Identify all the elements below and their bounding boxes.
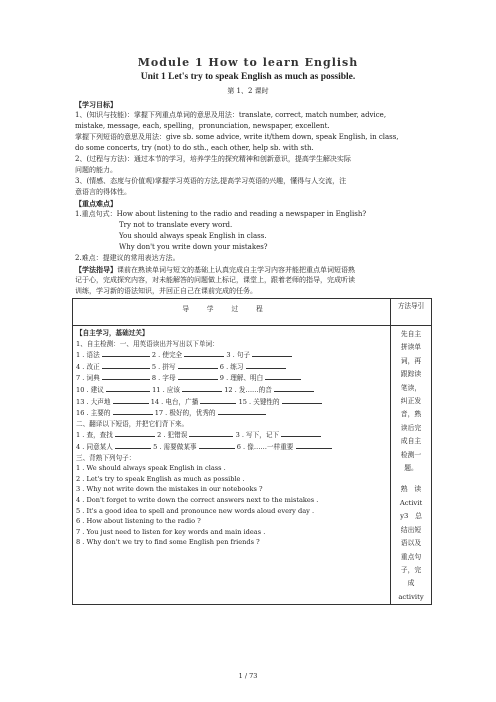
answer-blank[interactable] <box>296 441 332 449</box>
keypoints-line-1: 1.重点句式：How about listening to the radio and reading a newspaper in English? <box>75 210 367 218</box>
sentence-line: 8 . Why don't we try to find some English pen friends ? <box>76 538 260 547</box>
phrase-prompt: 1 . 查，查找 <box>76 431 113 440</box>
module-title: Module 1 How to learn English <box>137 56 359 69</box>
method-note: 熟 读 <box>400 485 422 494</box>
method-note: 结出短 <box>400 525 422 534</box>
answer-blank[interactable] <box>115 441 151 449</box>
method-note: 跟踪读 <box>400 370 422 379</box>
section-heading: 【自主学习，基础过关】 <box>76 329 149 337</box>
method-note: 先自主 <box>400 330 422 338</box>
word-row <box>76 384 387 396</box>
answer-blank[interactable] <box>113 396 149 404</box>
phrase-prompt: 5 . 需要做某事 <box>153 442 197 451</box>
objectives-heading: 【学习目标】 <box>75 100 117 109</box>
answer-blank[interactable] <box>199 441 235 449</box>
objectives-line-4: do some concerts, try (not) to do sth., each other, help sb. with sth. <box>75 144 314 152</box>
method-note: 检测一 <box>400 450 422 459</box>
objectives-line-1: 1、(知识与技能)：掌握下列重点单词的意思及用法：translate, correct, match number, advice, <box>75 111 387 119</box>
table-header-method: 方法导引 <box>391 299 432 326</box>
answer-blank[interactable] <box>189 429 233 437</box>
word-prompt: 16 . 主要的 <box>76 409 111 418</box>
answer-blank[interactable] <box>274 384 314 392</box>
method-notes-cell <box>391 326 432 605</box>
objectives-line-8: 意语言的得体性。 <box>75 188 131 196</box>
unit-subtitle: Unit 1 Let's try to speak English as much as possible. <box>140 72 356 82</box>
learning-process-table <box>72 298 432 605</box>
word-prompt: 14 . 电台，广播 <box>150 397 199 406</box>
sentence-line: 1 . We should always speak English in class . <box>76 464 226 473</box>
word-prompt: 11 . 应该 <box>152 385 180 394</box>
objectives-line-6: 问题的能力。 <box>75 166 117 174</box>
method-note: 拼读单 <box>400 343 422 352</box>
answer-blank[interactable] <box>184 349 224 357</box>
sentence-line: 6 . How about listening to the radio ? <box>76 517 201 526</box>
word-prompt: 2 . 使完全 <box>151 351 183 360</box>
lesson-period: 第 1、2 课时 <box>227 87 269 95</box>
word-row <box>76 407 387 419</box>
method-note: Activit <box>399 498 423 507</box>
word-prompt: 8 . 字母 <box>151 374 176 383</box>
word-prompt: 10 . 建议 <box>76 385 104 394</box>
objectives-line-7: 3、(情感、态度与价值观)掌握学习英语的方法,提高学习英语的兴趣，懂得与人交流，注 <box>75 177 347 185</box>
answer-blank[interactable] <box>218 407 266 415</box>
word-prompt: 7 . 词典 <box>76 374 100 383</box>
method-note: 读后完 <box>400 423 422 432</box>
table-header-process: 导学过程 <box>73 299 391 326</box>
phrase-row <box>76 441 387 453</box>
method-note: y3 总 <box>400 512 422 521</box>
phrase-prompt: 6 . 像……一样重要 <box>236 442 294 451</box>
objectives-line-3: 掌握下列短语的意思及用法：give sb. some advice, write it/them down, speak English, in class, <box>75 133 399 141</box>
keypoints-line-4: Why don't you write down your mistakes? <box>119 243 268 251</box>
method-note: 成自主 <box>400 437 422 446</box>
method-note: 笔读， <box>400 383 422 392</box>
method-note <box>394 475 428 483</box>
guidance-heading: 【学法指导】 <box>75 265 117 274</box>
answer-blank[interactable] <box>102 361 150 369</box>
word-row <box>76 349 387 361</box>
sentence-line: 7 . You just need to listen for key words and main ideas . <box>76 527 266 536</box>
page-number: 1 / 73 <box>238 672 258 680</box>
keypoints-heading: 【重点难点】 <box>75 199 117 208</box>
word-prompt: 6 . 练习 <box>219 362 244 371</box>
word-prompt: 5 . 拼写 <box>151 362 176 371</box>
answer-blank[interactable] <box>182 384 222 392</box>
process-cell <box>73 326 391 605</box>
method-note: 成 <box>407 579 415 588</box>
method-note: 纠正发 <box>400 397 422 406</box>
part2-heading: 二、翻译以下短语，并把它们背下来。 <box>76 419 189 428</box>
phrase-prompt: 3 . 写下，记下 <box>235 431 280 440</box>
method-note: 题。 <box>404 464 418 473</box>
answer-blank[interactable] <box>102 349 150 357</box>
answer-blank[interactable] <box>106 384 150 392</box>
answer-blank[interactable] <box>246 361 286 369</box>
word-prompt: 12 . 发……的音 <box>224 385 272 394</box>
guidance-line-3: 训练，学习新的语法知识，并回正自己在课前完成的任务。 <box>75 287 257 295</box>
part1-heading: 1、自主检测：一、用英语读出并写出以下单词： <box>76 339 219 348</box>
guidance-text-1: 课前在熟读单词与短文的基础上认真完成自主学习内容并能把重点单词短语熟 <box>117 266 355 274</box>
word-row <box>76 372 387 384</box>
word-prompt: 9 . 理解、明白 <box>219 374 264 383</box>
answer-blank[interactable] <box>252 349 292 357</box>
word-row <box>76 396 387 408</box>
sentence-line: 2 . Let's try to speak English as much as possible . <box>76 474 245 483</box>
word-prompt: 3 . 句子 <box>226 351 251 360</box>
answer-blank[interactable] <box>282 396 322 404</box>
word-prompt: 1 . 语法 <box>76 351 100 360</box>
answer-blank[interactable] <box>115 429 155 437</box>
word-prompt: 4 . 改正 <box>76 362 100 371</box>
word-row <box>76 361 387 373</box>
method-note: 重点句 <box>400 552 422 561</box>
method-note: 词，再 <box>400 356 422 365</box>
method-note: activity <box>398 592 424 601</box>
answer-blank[interactable] <box>113 407 153 415</box>
sentence-line: 5 . It's a good idea to spell and pronounce new words aloud every day . <box>76 506 315 515</box>
sentence-line: 3 . Why not write down the mistakes in our notebooks ? <box>76 485 263 494</box>
answer-blank[interactable] <box>178 361 218 369</box>
part3-heading: 三、背熟下列句子： <box>76 453 136 462</box>
method-note: 音，熟 <box>400 410 422 419</box>
method-note: 语以及 <box>400 539 422 548</box>
answer-blank[interactable] <box>102 372 150 380</box>
phrase-prompt: 4 . 同意某人 <box>76 442 113 451</box>
word-prompt: 15 . 关键性的 <box>238 397 280 406</box>
objectives-line-5: 2、(过程与方法)：通过本节的学习，培养学生的探究精神和创新意识，提高学生解决实际 <box>75 155 351 163</box>
keypoints-line-2: Try not to translate every word. <box>119 221 233 229</box>
keypoints-line-3: You should always speak English in class. <box>119 232 267 240</box>
phrase-row <box>76 429 387 441</box>
sentence-line: 4 . Don't forget to write down the correct answers next to the mistakes . <box>76 495 319 504</box>
answer-blank[interactable] <box>281 429 321 437</box>
answer-blank[interactable] <box>265 372 301 380</box>
word-prompt: 13 . 大声地 <box>76 397 111 406</box>
objectives-line-2: mistake, message, each, spelling，pronunciation, newspaper, excellent. <box>75 122 330 130</box>
method-note: 子，完 <box>400 565 422 574</box>
guidance-line-2: 记于心，完成探究内容，对未能解答的问题做上标记，课堂上，跟着老师的指导，完成听读 <box>75 276 355 284</box>
phrase-prompt: 2 . 犯错误 <box>157 431 188 440</box>
answer-blank[interactable] <box>178 372 218 380</box>
keypoints-line-5: 2.难点：提建议的常用表达方法。 <box>75 254 180 262</box>
word-prompt: 17 . 极好的，优秀的 <box>154 409 216 418</box>
answer-blank[interactable] <box>200 396 236 404</box>
